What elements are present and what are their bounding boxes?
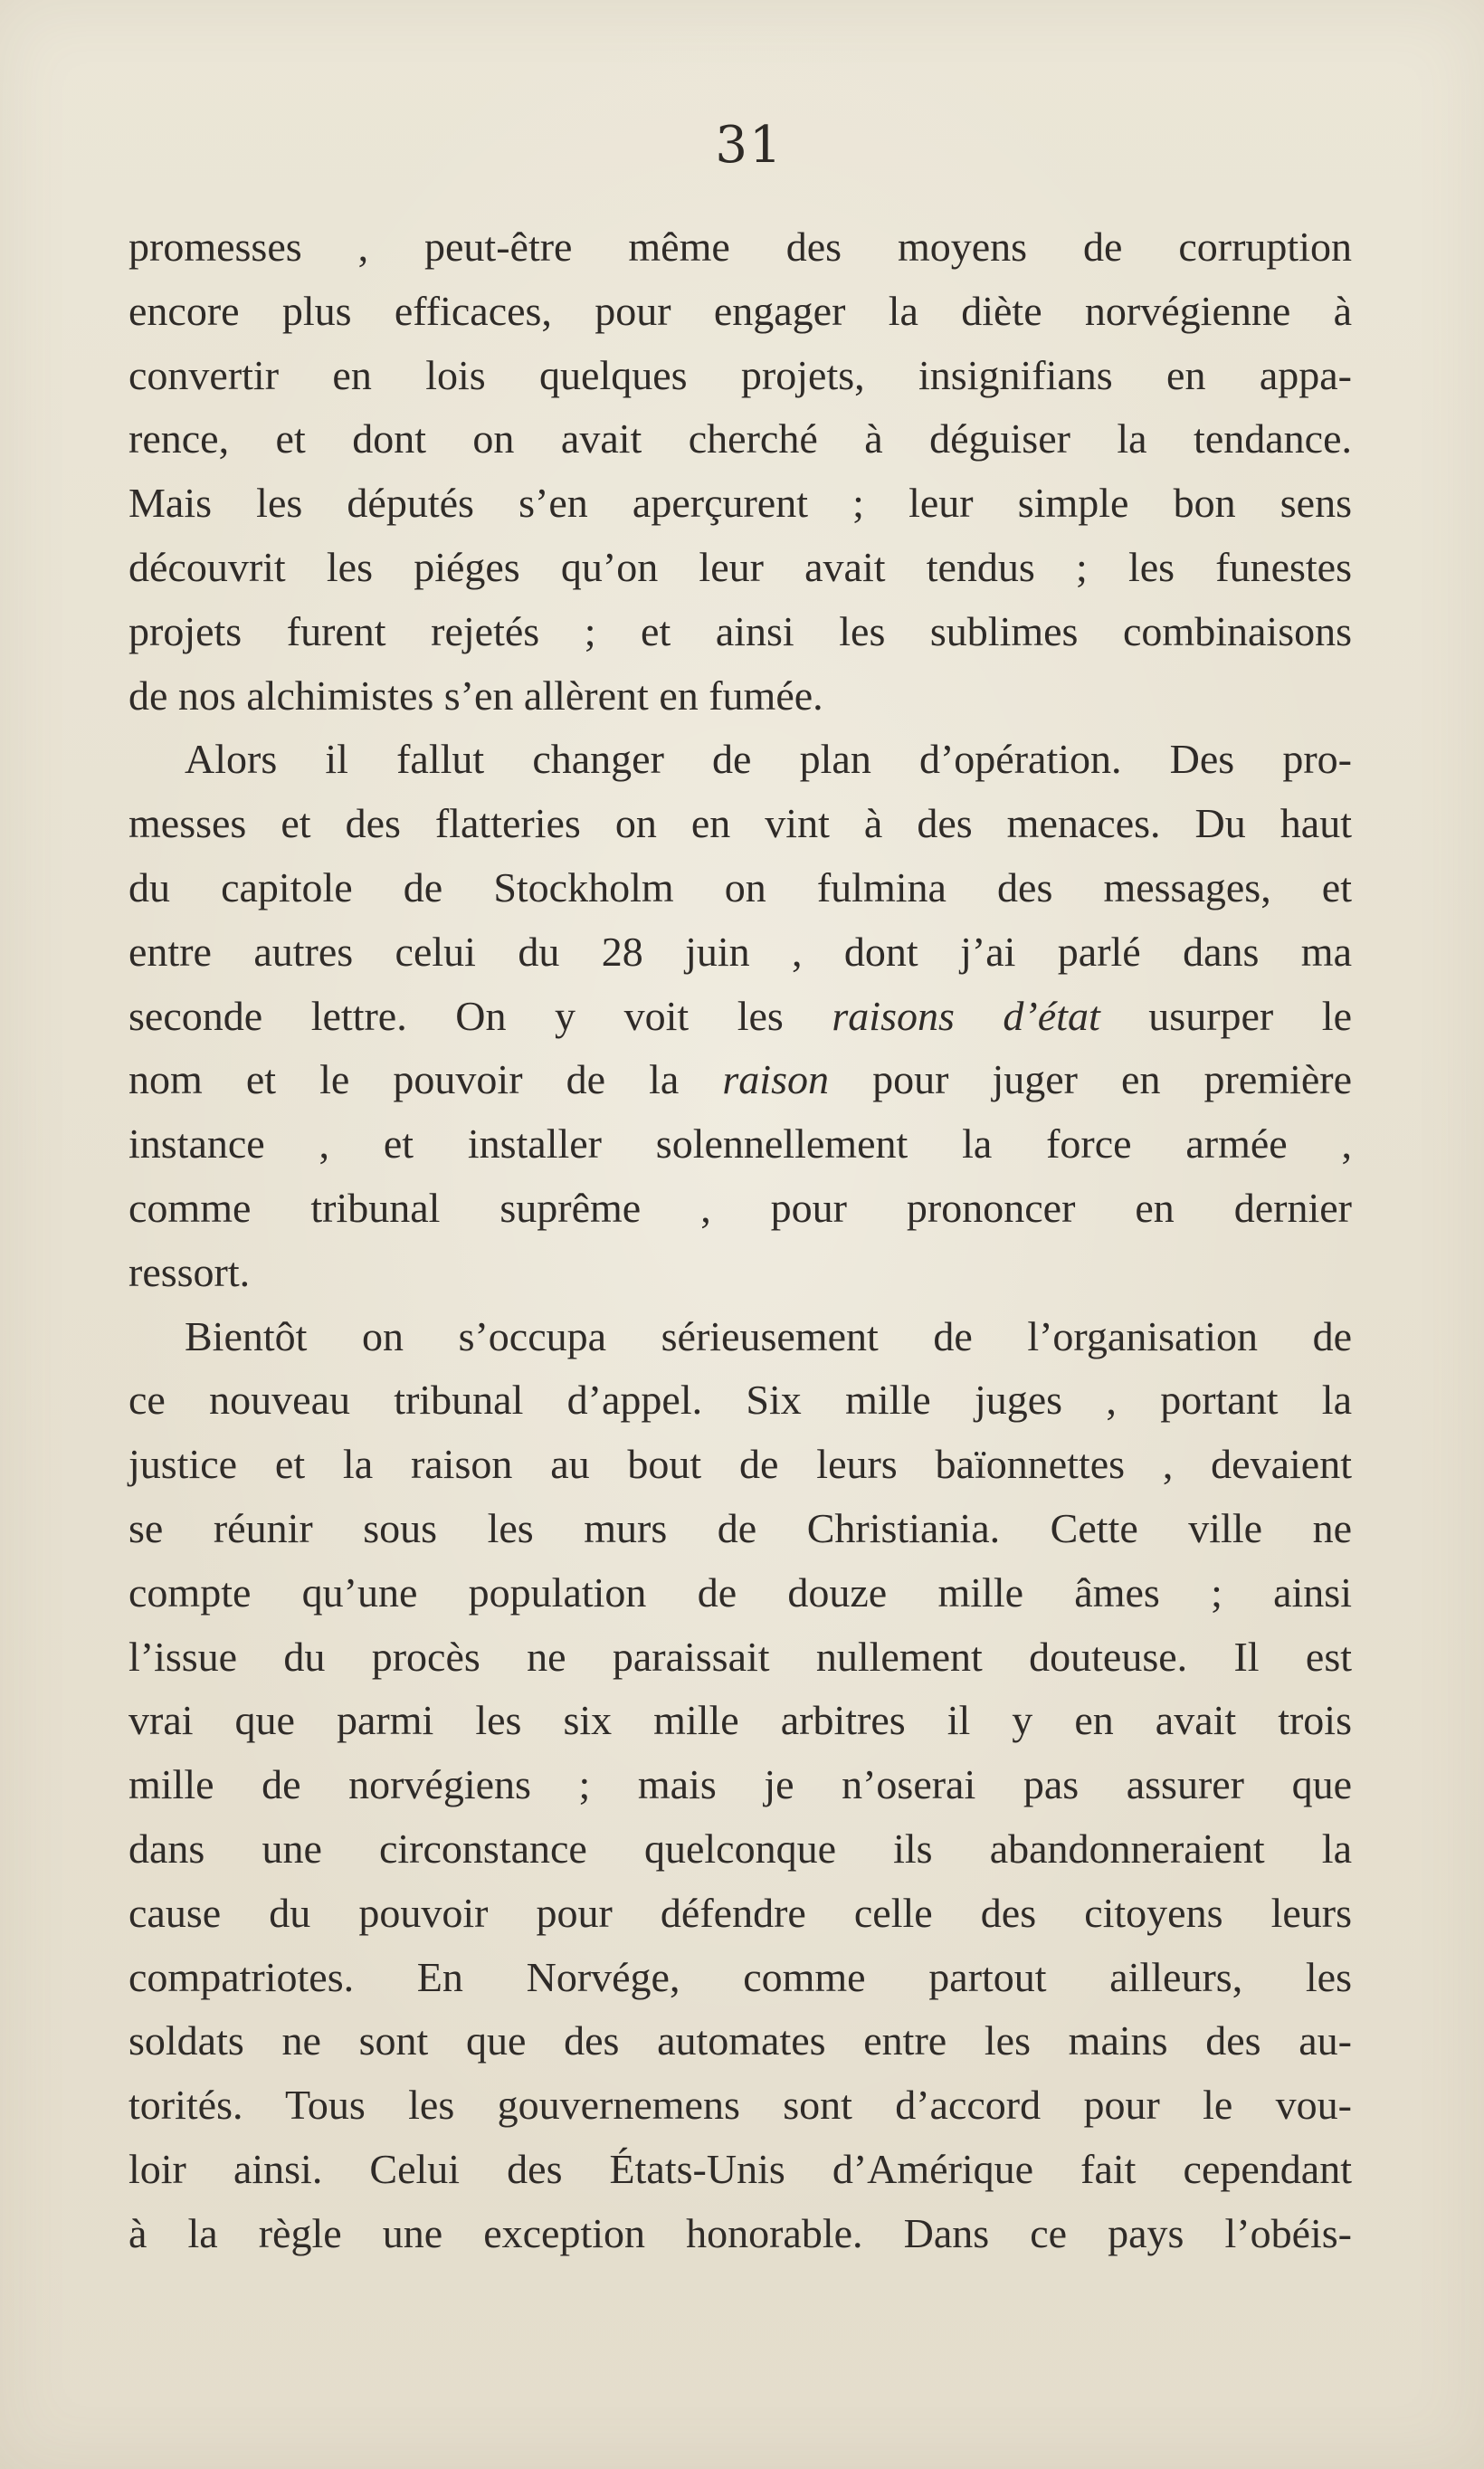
page-number: 31 <box>715 116 784 175</box>
text-line: l’issue du procès ne paraissait nullement douteuse. Il est <box>128 1633 1352 1680</box>
text-line-with-italic <box>128 1048 1352 1112</box>
text-line: messes et des flatteries on en vint à des menaces. Du haut <box>128 800 1352 847</box>
text-line: torités. Tous les gouvernemens sont d’accord pour le vou- <box>128 2082 1352 2129</box>
text-line: découvrit les piéges qu’on leur avait tendus ; les funestes <box>128 543 1352 590</box>
text-segment: pour juger en première <box>828 1056 1353 1103</box>
text-line: se réunir sous les murs de Christiania. Cette ville ne <box>128 1504 1352 1551</box>
text-line: ce nouveau tribunal d’appel. Six mille juges , portant la <box>128 1377 1352 1424</box>
text-line: entre autres celui du 28 juin , dont j’ai parlé dans ma <box>128 928 1352 975</box>
text-line: instance , et installer solennellement la force armée , <box>128 1120 1352 1168</box>
text-line: du capitole de Stockholm on fulmina des messages, et <box>128 863 1352 910</box>
italic-phrase: raisons d’état <box>832 992 1100 1039</box>
text-line: vrai que parmi les six mille arbitres il y en avait trois <box>128 1697 1352 1744</box>
text-line: encore plus efficaces, pour engager la diète norvégienne à <box>128 287 1352 334</box>
body-text <box>128 215 1352 2266</box>
text-line: mille de norvégiens ; mais je n’oserai pas assurer que <box>128 1761 1352 1808</box>
italic-word: raison <box>722 1056 829 1103</box>
text-line: projets furent rejetés ; et ainsi les sublimes combinaisons <box>128 607 1352 654</box>
text-line: ressort. <box>128 1248 251 1295</box>
text-segment: nom et le pouvoir de la <box>128 1056 723 1103</box>
text-line-with-italic <box>128 985 1352 1049</box>
text-line: compte qu’une population de douze mille âmes ; ainsi <box>128 1568 1352 1616</box>
text-line: de nos alchimistes s’en allèrent en fumée. <box>128 672 823 719</box>
text-line: loir ainsi. Celui des États-Unis d’Amérique fait cependant <box>128 2145 1352 2192</box>
text-line: Bientôt on s’occupa sérieusement de l’organisation de <box>185 1312 1352 1359</box>
text-segment: usurper le <box>1099 992 1353 1039</box>
text-line: compatriotes. En Norvége, comme partout ailleurs, les <box>128 1953 1352 2000</box>
text-line: soldats ne sont que des automates entre les mains des au- <box>128 2017 1352 2064</box>
text-line: Alors il fallut changer de plan d’opération. Des pro- <box>185 736 1352 783</box>
text-line: justice et la raison au bout de leurs baïonnettes , devaient <box>128 1441 1352 1488</box>
text-line: à la règle une exception honorable. Dans ce pays l’obéis- <box>128 2209 1352 2256</box>
text-line: cause du pouvoir pour défendre celle des citoyens leurs <box>128 1889 1352 1936</box>
text-line: dans une circonstance quelconque ils abandonneraient la <box>128 1825 1352 1872</box>
text-segment: seconde lettre. On y voit les <box>128 992 832 1039</box>
text-line: rence, et dont on avait cherché à déguiser la tendance. <box>128 415 1352 462</box>
text-line: Mais les députés s’en aperçurent ; leur simple bon sens <box>128 480 1352 527</box>
text-line: comme tribunal suprême , pour prononcer en dernier <box>128 1184 1352 1231</box>
text-line: convertir en lois quelques projets, insignifians en appa- <box>128 351 1352 398</box>
text-line: promesses , peut-être même des moyens de corruption <box>128 224 1352 270</box>
